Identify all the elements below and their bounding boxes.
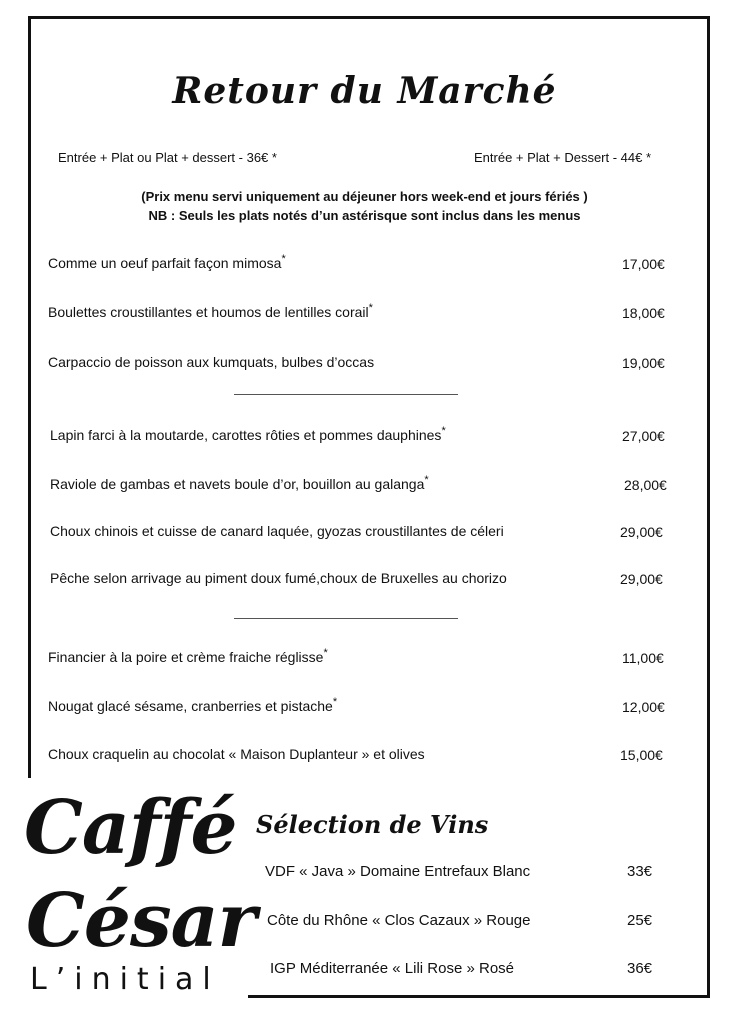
menu-title: Retour du Marché	[172, 70, 557, 112]
asterisk-mark: *	[281, 253, 286, 265]
dish-price: 12,00€	[622, 699, 665, 715]
dish-price: 29,00€	[620, 571, 663, 587]
dish-entree-2: Boulettes croustillantes et houmos de lentilles corail*	[48, 302, 373, 320]
note-asterisk: NB : Seuls les plats notés d’un astérisque sont inclus dans les menus	[148, 208, 581, 223]
brand-logo-initial: L’initial	[30, 962, 220, 997]
wine-section-title: Sélection de Vins	[256, 810, 489, 839]
dish-dessert-1: Financier à la poire et crème fraiche réglisse*	[48, 647, 328, 665]
wine-item-1: VDF « Java » Domaine Entrefaux Blanc	[265, 863, 531, 880]
asterisk-mark: *	[332, 696, 338, 708]
wine-price: 33€	[627, 863, 653, 880]
dish-price: 18,00€	[622, 305, 665, 321]
dish-plat-2: Raviole de gambas et navets boule d’or, bouillon au galanga*	[50, 474, 429, 492]
dish-price: 19,00€	[622, 355, 665, 371]
dish-price: 17,00€	[622, 256, 665, 272]
dish-dessert-3: Choux craquelin au chocolat « Maison Duplanteur » et olives	[48, 746, 425, 762]
wine-price: 25€	[627, 912, 653, 929]
asterisk-mark: *	[368, 302, 373, 314]
wine-price: 36€	[627, 960, 653, 977]
dish-price: 15,00€	[620, 747, 663, 763]
menu-notes	[0, 187, 729, 225]
dish-entree-1: Comme un oeuf parfait façon mimosa*	[48, 253, 286, 271]
section-divider	[234, 394, 458, 395]
dish-plat-4: Pêche selon arrivage au piment doux fumé,choux de Bruxelles au chorizo	[50, 570, 507, 586]
brand-logo-caffe: Caffé	[24, 785, 237, 871]
dish-price: 28,00€	[624, 477, 667, 493]
asterisk-mark: *	[323, 647, 328, 659]
formula-two-courses: Entrée + Plat ou Plat + dessert - 36€ *	[58, 150, 277, 165]
formula-three-courses: Entrée + Plat + Dessert - 44€ *	[474, 150, 652, 165]
asterisk-mark: *	[424, 474, 429, 486]
asterisk-mark: *	[441, 425, 446, 437]
dish-entree-3: Carpaccio de poisson aux kumquats, bulbes d’occas	[48, 354, 375, 370]
dish-dessert-2: Nougat glacé sésame, cranberries et pistache*	[48, 696, 338, 714]
dish-price: 27,00€	[622, 428, 665, 444]
section-divider	[234, 618, 458, 619]
wine-item-2: Côte du Rhône « Clos Cazaux » Rouge	[267, 912, 531, 929]
note-lunch-only: (Prix menu servi uniquement au déjeuner hors week-end et jours fériés )	[141, 189, 588, 204]
dish-plat-1: Lapin farci à la moutarde, carottes rôties et pommes dauphines*	[50, 425, 446, 443]
dish-price: 29,00€	[620, 524, 663, 540]
dish-plat-3: Choux chinois et cuisse de canard laquée, gyozas croustillantes de céleri	[50, 523, 504, 539]
brand-logo-cesar: César	[26, 878, 256, 964]
wine-item-3: IGP Méditerranée « Lili Rose » Rosé	[270, 960, 515, 977]
dish-price: 11,00€	[622, 650, 664, 666]
